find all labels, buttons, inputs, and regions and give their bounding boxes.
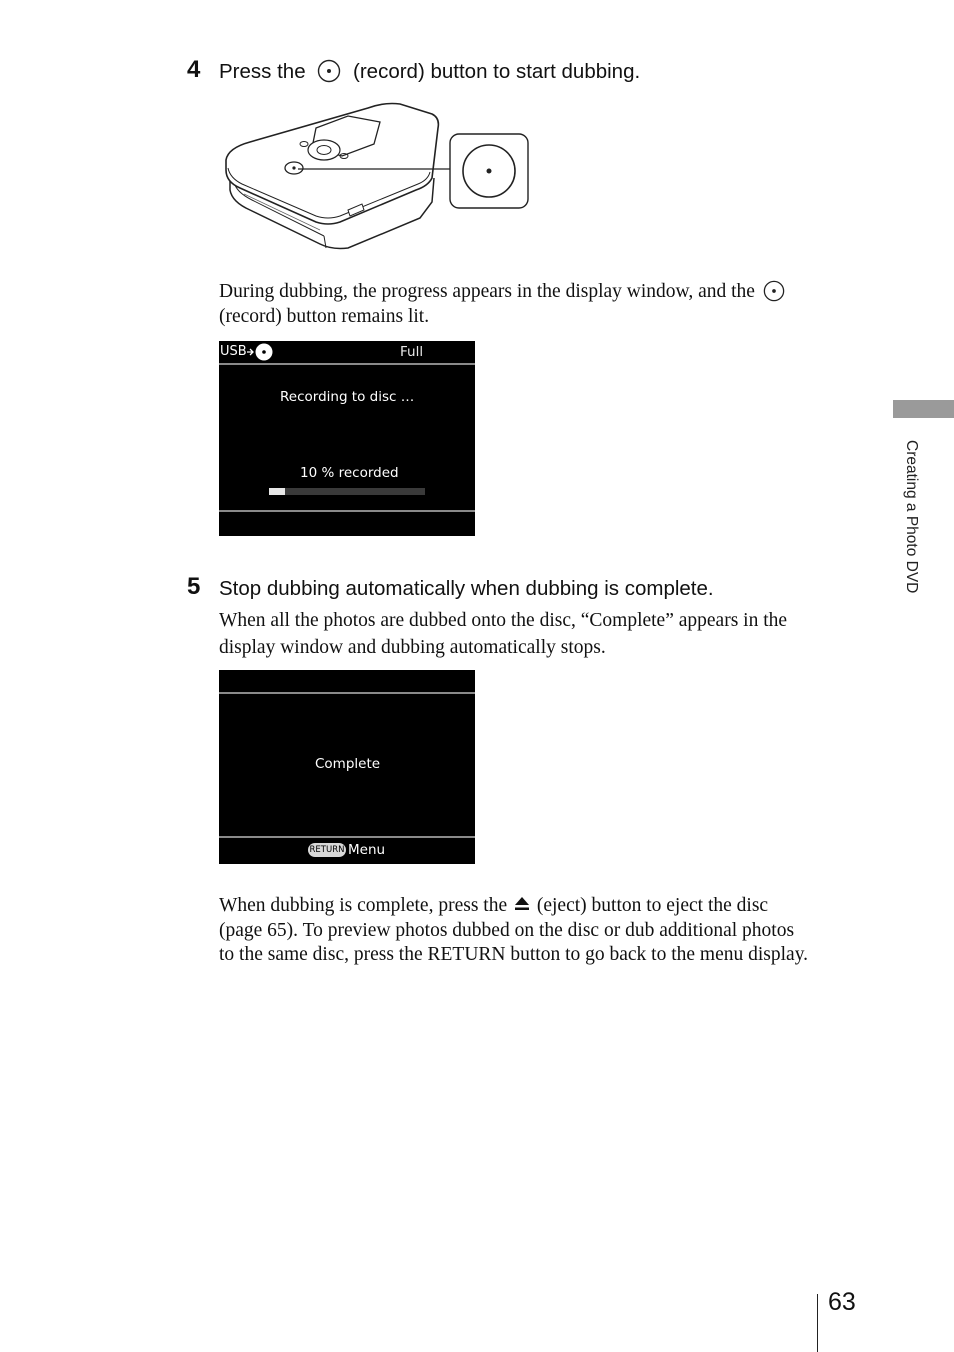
page-number: 63 <box>828 1288 856 1316</box>
dubbing-progress-paragraph <box>219 280 869 329</box>
eject-icon <box>513 895 531 913</box>
section-tab-marker <box>893 400 954 418</box>
para-1-line-1: During dubbing, the progress appears in the display window, and the <box>219 280 869 305</box>
step-5-number: 5 <box>187 573 201 600</box>
page-number-rule <box>817 1294 818 1352</box>
para-3-line-3: to the same disc, press the RETURN button to go back to the menu display. <box>219 944 809 965</box>
step-4-text-before: Press the <box>219 60 306 83</box>
bottom-bar <box>219 510 475 536</box>
recording-message: Recording to disc … <box>280 389 415 405</box>
step-4-instruction <box>219 59 640 84</box>
return-badge: RETURN <box>309 845 345 855</box>
status-bar <box>219 670 475 694</box>
para-2-line-2: display window and dubbing automatically stops. <box>219 636 606 658</box>
disc-icon <box>255 343 273 361</box>
mode-label: Full <box>400 344 424 360</box>
display-window-recording <box>219 341 475 536</box>
progress-bar <box>269 488 425 495</box>
usb-label: USB <box>220 344 247 359</box>
para-3-line-1: When dubbing is complete, press the (eject) button to eject the disc <box>219 895 769 916</box>
status-bar <box>219 341 475 365</box>
record-icon <box>317 59 341 83</box>
progress-text: 10 % recorded <box>300 465 399 481</box>
step-5-instruction: Stop dubbing automatically when dubbing is complete. <box>219 577 714 600</box>
para-1-line-2: (record) button remains lit. <box>219 305 430 327</box>
progress-bar-fill <box>269 488 285 495</box>
para-3-line-2: (page 65). To preview photos dubbed on the disc or dub additional photos <box>219 919 795 941</box>
display-window-complete <box>219 670 475 864</box>
step-4-text-after: (record) button to start dubbing. <box>353 60 641 83</box>
para-2-line-1: When all the photos are dubbed onto the disc, “Complete” appears in the <box>219 610 788 631</box>
record-icon <box>763 280 785 302</box>
menu-label: Menu <box>348 842 386 858</box>
section-side-label: Creating a Photo DVD <box>903 440 920 594</box>
dvd-burner-device <box>220 98 540 258</box>
arrow-icon <box>247 348 255 356</box>
complete-paragraph <box>219 609 869 660</box>
eject-paragraph <box>219 894 879 968</box>
bottom-bar <box>219 836 475 864</box>
step-4-number: 4 <box>187 56 201 83</box>
complete-message: Complete <box>315 756 381 772</box>
